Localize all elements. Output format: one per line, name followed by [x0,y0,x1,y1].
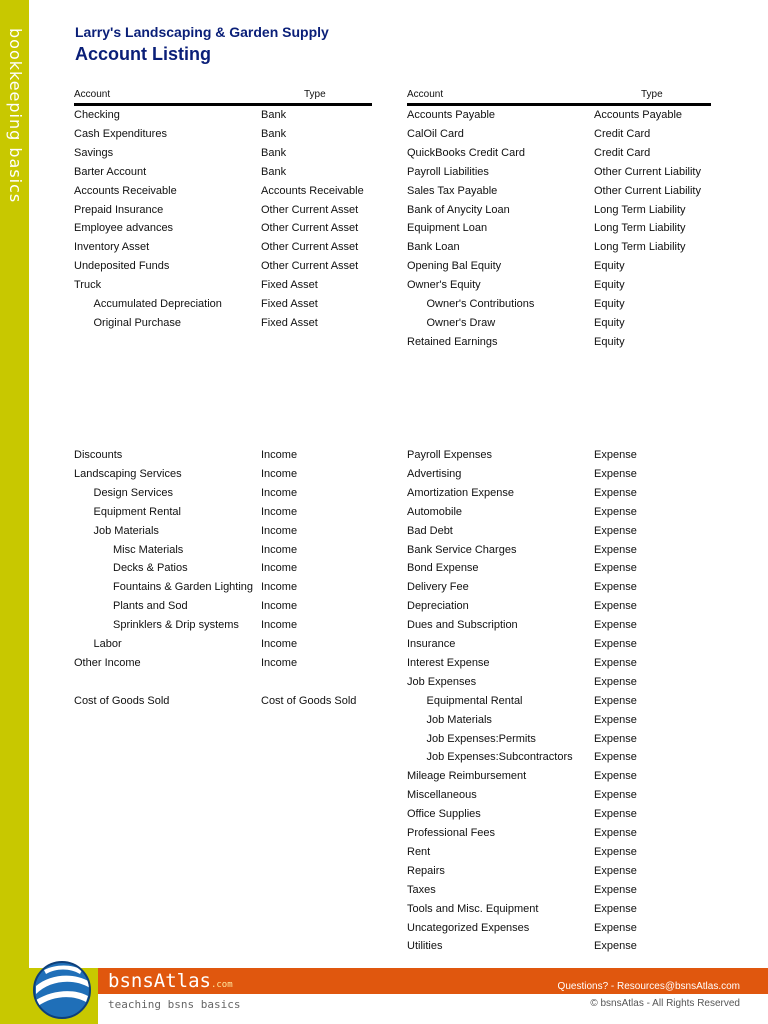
account-row [74,107,374,123]
account-type: Bank [261,109,287,121]
account-name: Barter Account [74,165,147,178]
account-name: Design Services [93,486,173,499]
brand-suffix: .com [210,980,233,990]
account-name: Equipmental Rental [426,694,523,707]
account-row [407,825,717,841]
account-name: Bond Expense [407,562,479,575]
account-row [74,617,374,633]
account-type: Expense [594,675,637,688]
account-type: Expense [594,808,637,821]
account-name: Owner's Draw [426,316,496,329]
account-row [74,258,374,274]
globe-logo-icon [30,956,94,1022]
account-row [407,693,717,709]
account-name: Amortization Expense [407,486,514,499]
account-row [407,901,717,917]
account-type: Income [261,656,298,669]
account-row [407,920,717,936]
account-type: Expense [594,770,637,783]
account-row [407,844,717,860]
account-name: Bank Service Charges [407,543,517,556]
account-row [407,126,717,142]
account-row [407,598,717,614]
account-row [407,202,717,218]
right-column [407,89,711,106]
account-type: Other Current Asset [261,222,359,235]
account-row [407,882,717,898]
account-row [74,655,374,671]
account-row [407,731,717,747]
account-name: Accounts Receivable [74,184,177,197]
account-type: Income [261,524,298,537]
account-row [74,523,374,539]
account-row [407,768,717,784]
company-name: Larry's Landscaping & Garden Supply [75,24,329,40]
account-row [74,542,374,558]
account-type: Expense [594,600,637,613]
account-row [74,220,374,236]
account-type: Accounts Payable [594,109,683,121]
brand-text: bsnsAtlas [108,970,211,992]
account-row [407,523,717,539]
account-row [74,126,374,142]
account-type: Expense [594,713,637,726]
account-name: Landscaping Services [74,467,182,480]
account-name: Delivery Fee [407,581,469,594]
account-type: Equity [594,335,625,348]
account-name: Payroll Liabilities [407,165,489,178]
account-name: Bank of Anycity Loan [407,203,510,216]
account-type: Other Current Asset [261,241,359,254]
account-name: Taxes [407,883,436,896]
account-name: Tools and Misc. Equipment [407,902,539,915]
account-row [407,277,717,293]
account-name: Discounts [74,449,123,461]
tagline: teaching bsns basics [108,998,241,1011]
left-column [74,89,372,106]
account-type: Fixed Asset [261,298,318,310]
account-name: Bank Loan [407,241,460,254]
account-type: Income [261,543,298,556]
account-row [407,863,717,879]
account-row [407,542,717,558]
brand-name [108,970,233,992]
account-type: Expense [594,449,637,461]
copyright: © bsnsAtlas - All Rights Reserved [590,998,740,1009]
account-row [74,202,374,218]
account-type: Income [261,562,298,575]
account-type: Expense [594,864,637,877]
account-row [407,220,717,236]
account-type: Long Term Liability [594,222,686,235]
account-row [74,598,374,614]
account-name: Cash Expenditures [74,127,167,140]
account-type: Expense [594,467,637,480]
account-type: Expense [594,505,637,518]
left-top-list [74,107,374,347]
account-row [407,674,717,690]
right-top-list [407,107,717,367]
account-name: Sales Tax Payable [407,184,498,197]
account-row [407,504,717,520]
account-row [74,296,374,312]
account-type: Other Current Asset [261,203,359,216]
account-type: Fixed Asset [261,316,318,329]
side-label: bookkeeping basics [6,28,25,204]
account-name: Owner's Contributions [426,298,535,310]
account-name: Accumulated Depreciation [93,298,222,310]
account-row [407,636,717,652]
account-name: Other Income [74,656,141,669]
account-row [74,277,374,293]
account-type: Income [261,638,298,650]
account-name: Misc Materials [113,543,184,556]
account-type: Other Current Liability [594,165,701,178]
account-name: Job Materials [93,524,159,537]
header-type: Type [304,89,326,100]
contact-link[interactable]: Questions? - Resources@bsnsAtlas.com [557,981,740,992]
account-type: Expense [594,789,637,802]
account-row [74,485,374,501]
account-type: Equity [594,298,625,310]
account-type: Other Current Liability [594,184,701,197]
account-type: Expense [594,581,637,594]
account-name: Accounts Payable [407,109,496,121]
account-name: Insurance [407,638,456,650]
account-name: Professional Fees [407,827,496,839]
account-type: Equity [594,260,625,273]
account-type: Expense [594,751,637,764]
account-name: Office Supplies [407,808,481,821]
account-type: Other Current Asset [261,260,359,273]
account-type: Income [261,581,298,594]
account-row [74,636,374,652]
account-type: Income [261,505,298,518]
account-name: Cost of Goods Sold [74,694,170,707]
account-name: Checking [74,109,120,121]
account-name: Retained Earnings [407,335,498,348]
account-name: Fountains & Garden Lighting [113,581,254,594]
account-name: Repairs [407,864,445,877]
account-type: Income [261,600,298,613]
account-type: Bank [261,146,287,159]
account-row [407,258,717,274]
account-name: Owner's Equity [407,279,481,292]
account-name: Utilities [407,940,443,953]
account-name: Job Expenses [407,675,477,688]
header-account: Account [74,89,111,100]
account-type: Expense [594,694,637,707]
account-type: Expense [594,732,637,745]
account-type: Expense [594,638,637,650]
account-row [407,749,717,765]
account-type: Long Term Liability [594,241,686,254]
account-type: Credit Card [594,146,651,159]
header-account: Account [407,89,444,100]
account-row [74,674,374,690]
account-type: Cost of Goods Sold [261,694,357,707]
account-row [407,560,717,576]
account-row [407,579,717,595]
account-type: Bank [261,127,287,140]
account-row [407,485,717,501]
account-type: Bank [261,165,287,178]
account-type: Equity [594,316,625,329]
account-row [74,447,374,463]
right-bottom-list [407,447,717,963]
account-type: Income [261,467,298,480]
account-row [407,183,717,199]
account-type: Expense [594,845,637,858]
account-type: Expense [594,524,637,537]
account-row [74,164,374,180]
account-row [407,315,717,331]
account-name: Payroll Expenses [407,449,492,461]
account-row [74,183,374,199]
account-name: Sprinklers & Drip systems [113,619,239,632]
right-column-header [407,89,711,106]
account-type: Expense [594,543,637,556]
account-row [74,693,374,709]
left-column-header [74,89,372,106]
account-row [407,787,717,803]
account-row [407,239,717,255]
account-type: Expense [594,656,637,669]
account-type: Expense [594,486,637,499]
account-name: Job Materials [426,713,492,726]
account-row [407,145,717,161]
account-name: Labor [93,638,122,650]
account-row [74,560,374,576]
account-name: Bad Debt [407,524,453,537]
left-bottom-list [74,447,374,727]
account-type: Expense [594,619,637,632]
account-type: Expense [594,827,637,839]
account-name: Original Purchase [93,316,181,329]
account-row [407,617,717,633]
account-name: Job Expenses:Permits [426,732,536,745]
account-type: Credit Card [594,127,651,140]
account-name: Truck [74,279,102,292]
account-type: Expense [594,921,637,934]
account-name: Interest Expense [407,656,490,669]
account-row [407,466,717,482]
account-type: Income [261,449,298,461]
account-name: CalOil Card [407,127,464,140]
account-row [74,239,374,255]
account-row [74,579,374,595]
account-name: Decks & Patios [113,562,188,575]
account-type: Expense [594,940,637,953]
account-row [407,712,717,728]
account-type: Accounts Receivable [261,184,364,197]
account-row [74,145,374,161]
account-row [74,315,374,331]
account-row [407,107,717,123]
account-name: Uncategorized Expenses [407,921,530,934]
account-type: Income [261,619,298,632]
account-name: Savings [74,146,114,159]
account-name: QuickBooks Credit Card [407,146,525,159]
account-row [407,164,717,180]
account-name: Inventory Asset [74,241,150,254]
account-row [407,447,717,463]
account-type: Income [261,486,298,499]
account-name: Miscellaneous [407,789,477,802]
account-row [74,504,374,520]
account-name: Job Expenses:Subcontractors [426,751,573,764]
account-name: Equipment Loan [407,222,488,235]
account-name: Advertising [407,467,462,480]
account-row [407,938,717,954]
account-name: Dues and Subscription [407,619,518,632]
account-row [407,655,717,671]
account-row [407,806,717,822]
account-type: Expense [594,902,637,915]
account-type: Expense [594,883,637,896]
account-type: Equity [594,279,625,292]
account-type: Fixed Asset [261,279,318,292]
account-name: Mileage Reimbursement [407,770,527,783]
account-row [74,466,374,482]
account-name: Undeposited Funds [74,260,170,273]
account-name: Prepaid Insurance [74,203,164,216]
account-name: Opening Bal Equity [407,260,502,273]
account-type: Long Term Liability [594,203,686,216]
account-row [407,296,717,312]
account-type: Expense [594,562,637,575]
page-title: Account Listing [75,44,211,64]
account-name: Employee advances [74,222,174,235]
account-name: Rent [407,845,431,858]
account-name: Equipment Rental [93,505,181,518]
account-name: Plants and Sod [113,600,188,613]
account-name: Depreciation [407,600,469,613]
account-name: Automobile [407,505,463,518]
header-type: Type [641,89,663,100]
account-row [407,334,717,350]
